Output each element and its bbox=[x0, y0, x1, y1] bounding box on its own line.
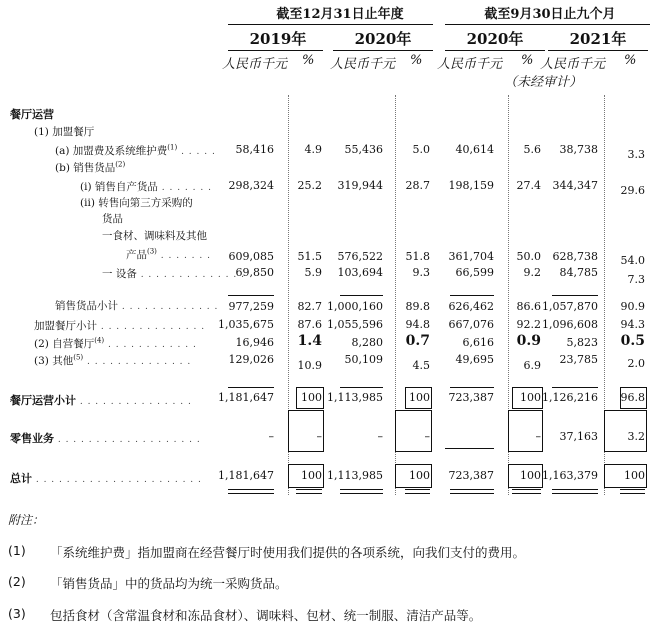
label-total: 总计 . . . . . . . . . . . . . . . . . . . . . . bbox=[10, 472, 202, 485]
label-self-op: (2) 自营餐厅$^{(4)}$ . . . . . . . . . . . . bbox=[34, 336, 197, 350]
cell-food-5: 50.0 bbox=[516, 250, 541, 263]
cell-ops-sub-7: 96.8 bbox=[620, 391, 645, 404]
note-3-num: (3) bbox=[8, 606, 26, 621]
unit-2020-fy: 人民币千元 bbox=[330, 57, 396, 72]
cell-ops-sub-4: 723,387 bbox=[448, 391, 494, 404]
cell-fee-0: 58,416 bbox=[235, 143, 274, 156]
retail-box bbox=[604, 410, 647, 452]
total-double-rule bbox=[340, 489, 383, 494]
subtotal-rule bbox=[552, 295, 598, 296]
cell-goods-sub-7: 90.9 bbox=[620, 300, 645, 313]
total-double-rule bbox=[552, 489, 598, 494]
cell-goods-sub-4: 626,462 bbox=[448, 300, 494, 313]
label-franchise-subtotal: 加盟餐厅小计 . . . . . . . . . . . . . . bbox=[34, 320, 206, 332]
cell-franch-sub-6: 1,096,608 bbox=[542, 318, 598, 331]
label-ops-subtotal: 餐厅运营小计 . . . . . . . . . . . . . . . bbox=[10, 394, 192, 407]
cell-others-0: 129,026 bbox=[228, 353, 274, 366]
cell-retail-6: 37,163 bbox=[559, 430, 598, 443]
cell-self-op-2: 8,280 bbox=[351, 336, 383, 349]
cell-ops-sub-3: 100 bbox=[409, 391, 430, 404]
cell-fee-5: 5.6 bbox=[523, 143, 541, 156]
pct-2021: % bbox=[624, 53, 637, 68]
cell-total-5: 100 bbox=[520, 469, 541, 482]
year-rule bbox=[333, 50, 433, 51]
total-box bbox=[395, 464, 432, 488]
retail-rule bbox=[445, 448, 494, 449]
cell-fee-1: 4.9 bbox=[304, 143, 322, 156]
cell-self-goods-4: 198,159 bbox=[448, 179, 494, 192]
total-double-rule bbox=[296, 489, 322, 494]
total-double-rule bbox=[512, 489, 541, 494]
cell-others-3: 4.5 bbox=[412, 359, 430, 372]
header-rule-9m bbox=[445, 24, 650, 25]
cell-equip-3: 9.3 bbox=[412, 266, 430, 279]
section-restaurant-ops: 餐厅运营 bbox=[10, 108, 54, 121]
note-2-num: (2) bbox=[8, 574, 26, 589]
cell-fee-2: 55,436 bbox=[344, 143, 383, 156]
retail-box bbox=[288, 410, 324, 452]
cell-fee-3: 5.0 bbox=[412, 143, 430, 156]
cell-total-1: 100 bbox=[301, 469, 322, 482]
total-double-rule bbox=[620, 489, 645, 494]
subtotal-rule bbox=[450, 295, 494, 296]
cell-franch-sub-7: 94.3 bbox=[620, 318, 645, 331]
cell-goods-sub-1: 82.7 bbox=[297, 300, 322, 313]
total-box bbox=[604, 464, 647, 488]
label-goods-subtotal: 销售货品小计 . . . . . . . . . . . . . bbox=[55, 300, 219, 312]
cell-others-1: 10.9 bbox=[297, 359, 322, 372]
cell-goods-sub-2: 1,000,160 bbox=[327, 300, 383, 313]
cell-total-3: 100 bbox=[409, 469, 430, 482]
retail-box bbox=[395, 410, 432, 452]
ops-subtotal-box bbox=[228, 387, 274, 408]
total-double-rule bbox=[450, 489, 494, 494]
cell-goods-sub-3: 89.8 bbox=[405, 300, 430, 313]
ops-subtotal-box bbox=[340, 387, 383, 408]
cell-ops-sub-2: 1,113,985 bbox=[327, 391, 383, 404]
unit-2021: 人民币千元 bbox=[540, 57, 606, 72]
note-2-text: 「销售货品」中的货品均为统一采购货品。 bbox=[50, 576, 288, 591]
unaudited-note: （未经审计） bbox=[504, 75, 583, 90]
cell-self-op-7: 0.5 bbox=[620, 333, 645, 349]
cell-goods-sub-5: 86.6 bbox=[516, 300, 541, 313]
year-2019: 2019年 bbox=[249, 30, 307, 48]
cell-others-5: 6.9 bbox=[523, 359, 541, 372]
cell-food-6: 628,738 bbox=[552, 250, 598, 263]
label-food-2: 产品$^{(3)}$ . . . . . . . bbox=[126, 247, 211, 261]
total-box bbox=[288, 464, 324, 488]
cell-self-goods-0: 298,324 bbox=[228, 179, 274, 192]
cell-food-2: 576,522 bbox=[337, 250, 383, 263]
cell-total-4: 723,387 bbox=[448, 469, 494, 482]
header-period-9m: 截至9月30日止九个月 bbox=[484, 7, 616, 22]
cell-self-op-5: 0.9 bbox=[516, 333, 541, 349]
cell-franch-sub-4: 667,076 bbox=[448, 318, 494, 331]
cell-equip-7: 7.3 bbox=[627, 273, 645, 286]
subtotal-rule bbox=[228, 295, 274, 296]
cell-ops-sub-1: 100 bbox=[301, 391, 322, 404]
cell-franch-sub-0: 1,035,675 bbox=[218, 318, 274, 331]
cell-retail-2: – bbox=[377, 430, 383, 443]
unit-2019: 人民币千元 bbox=[222, 57, 288, 72]
note-3-text: 包括食材（含常温食材和冻品食材）、调味料、包材、统一制服、清洁产品等。 bbox=[50, 608, 482, 623]
cell-self-goods-7: 29.6 bbox=[620, 184, 645, 197]
cell-equip-6: 84,785 bbox=[559, 266, 598, 279]
subtotal-rule bbox=[340, 295, 383, 296]
cell-equip-0: 69,850 bbox=[235, 266, 274, 279]
cell-self-op-3: 0.7 bbox=[405, 333, 430, 349]
cell-fee-6: 38,738 bbox=[559, 143, 598, 156]
cell-self-op-6: 5,823 bbox=[566, 336, 598, 349]
unit-2020-9m: 人民币千元 bbox=[437, 57, 503, 72]
cell-equip-5: 9.2 bbox=[523, 266, 541, 279]
label-franchise: (1) 加盟餐厅 bbox=[34, 126, 95, 138]
retail-box bbox=[508, 410, 543, 452]
label-self-goods: (i) 销售自产货品 . . . . . . . bbox=[80, 181, 212, 193]
header-period-fy: 截至12月31日止年度 bbox=[276, 7, 404, 22]
cell-self-goods-1: 25.2 bbox=[297, 179, 322, 192]
cell-fee-7: 3.3 bbox=[627, 148, 645, 161]
cell-food-7: 54.0 bbox=[620, 254, 645, 267]
cell-retail-1: – bbox=[316, 430, 322, 443]
cell-goods-sub-0: 977,259 bbox=[228, 300, 274, 313]
label-fee: (a) 加盟费及系统维护费$^{(1)}$ . . . . . bbox=[55, 143, 216, 157]
label-goods: (b) 销售货品$^{(2)}$ bbox=[55, 160, 126, 174]
cell-others-4: 49,695 bbox=[455, 353, 494, 366]
total-double-rule bbox=[405, 489, 430, 494]
label-equip: 一 设备 . . . . . . . . . . . . . . bbox=[102, 268, 245, 280]
ops-subtotal-box bbox=[620, 387, 647, 409]
cell-equip-1: 5.9 bbox=[304, 266, 322, 279]
cell-food-1: 51.5 bbox=[297, 250, 322, 263]
cell-food-3: 51.8 bbox=[405, 250, 430, 263]
year-rule bbox=[228, 50, 323, 51]
cell-retail-7: 3.2 bbox=[627, 430, 645, 443]
cell-fee-4: 40,614 bbox=[455, 143, 494, 156]
cell-franch-sub-1: 87.6 bbox=[297, 318, 322, 331]
label-retail: 零售业务 . . . . . . . . . . . . . . . . . . . bbox=[10, 432, 201, 445]
cell-total-6: 1,163,379 bbox=[542, 469, 598, 482]
cell-franch-sub-5: 92.2 bbox=[516, 318, 541, 331]
cell-goods-sub-6: 1,057,870 bbox=[542, 300, 598, 313]
cell-retail-0: – bbox=[268, 430, 274, 443]
ops-subtotal-box bbox=[552, 387, 598, 408]
label-food-1: 一食材、调味料及其他 bbox=[102, 230, 207, 242]
total-double-rule bbox=[228, 489, 274, 494]
pct-2020-fy: % bbox=[410, 53, 423, 68]
year-2021: 2021年 bbox=[569, 30, 627, 48]
cell-food-0: 609,085 bbox=[228, 250, 274, 263]
label-third-party-2: 货品 bbox=[102, 213, 123, 225]
note-1-num: (1) bbox=[8, 543, 26, 558]
ops-subtotal-box bbox=[450, 387, 494, 408]
cell-self-op-4: 6,616 bbox=[462, 336, 494, 349]
cell-equip-2: 103,694 bbox=[337, 266, 383, 279]
header-rule-fy bbox=[228, 24, 433, 25]
cell-ops-sub-6: 1,126,216 bbox=[542, 391, 598, 404]
note-1-text: 「系统维护费」指加盟商在经营餐厅时使用我们提供的各项系统，向我们支付的费用。 bbox=[50, 545, 526, 560]
cell-retail-3: – bbox=[424, 430, 430, 443]
cell-food-4: 361,704 bbox=[448, 250, 494, 263]
cell-ops-sub-0: 1,181,647 bbox=[218, 391, 274, 404]
cell-franch-sub-2: 1,055,596 bbox=[327, 318, 383, 331]
cell-self-op-1: 1.4 bbox=[297, 333, 322, 349]
year-rule bbox=[548, 50, 648, 51]
cell-self-goods-6: 344,347 bbox=[552, 179, 598, 192]
cell-others-2: 50,109 bbox=[344, 353, 383, 366]
year-2020-fy: 2020年 bbox=[354, 30, 412, 48]
cell-self-op-0: 16,946 bbox=[235, 336, 274, 349]
cell-total-7: 100 bbox=[624, 469, 645, 482]
year-2020-9m: 2020年 bbox=[466, 30, 524, 48]
total-box bbox=[508, 464, 543, 488]
cell-franch-sub-3: 94.8 bbox=[405, 318, 430, 331]
cell-retail-5: – bbox=[535, 430, 541, 443]
cell-total-0: 1,181,647 bbox=[218, 469, 274, 482]
ops-subtotal-box bbox=[512, 387, 543, 409]
cell-self-goods-3: 28.7 bbox=[405, 179, 430, 192]
cell-others-6: 23,785 bbox=[559, 353, 598, 366]
pct-2020-9m: % bbox=[521, 53, 534, 68]
ops-subtotal-box bbox=[405, 387, 432, 409]
cell-self-goods-5: 27.4 bbox=[516, 179, 541, 192]
cell-self-goods-2: 319,944 bbox=[337, 179, 383, 192]
cell-equip-4: 66,599 bbox=[455, 266, 494, 279]
cell-ops-sub-5: 100 bbox=[520, 391, 541, 404]
year-rule bbox=[445, 50, 545, 51]
ops-subtotal-box bbox=[296, 387, 324, 409]
label-third-party-1: (ii) 转售向第三方采购的 bbox=[80, 197, 193, 209]
cell-others-7: 2.0 bbox=[627, 357, 645, 370]
cell-total-2: 1,113,985 bbox=[327, 469, 383, 482]
notes-heading: 附注： bbox=[8, 513, 45, 527]
label-others: (3) 其他$^{(5)}$ . . . . . . . . . . . . . . bbox=[34, 353, 192, 367]
pct-2019: % bbox=[302, 53, 315, 68]
